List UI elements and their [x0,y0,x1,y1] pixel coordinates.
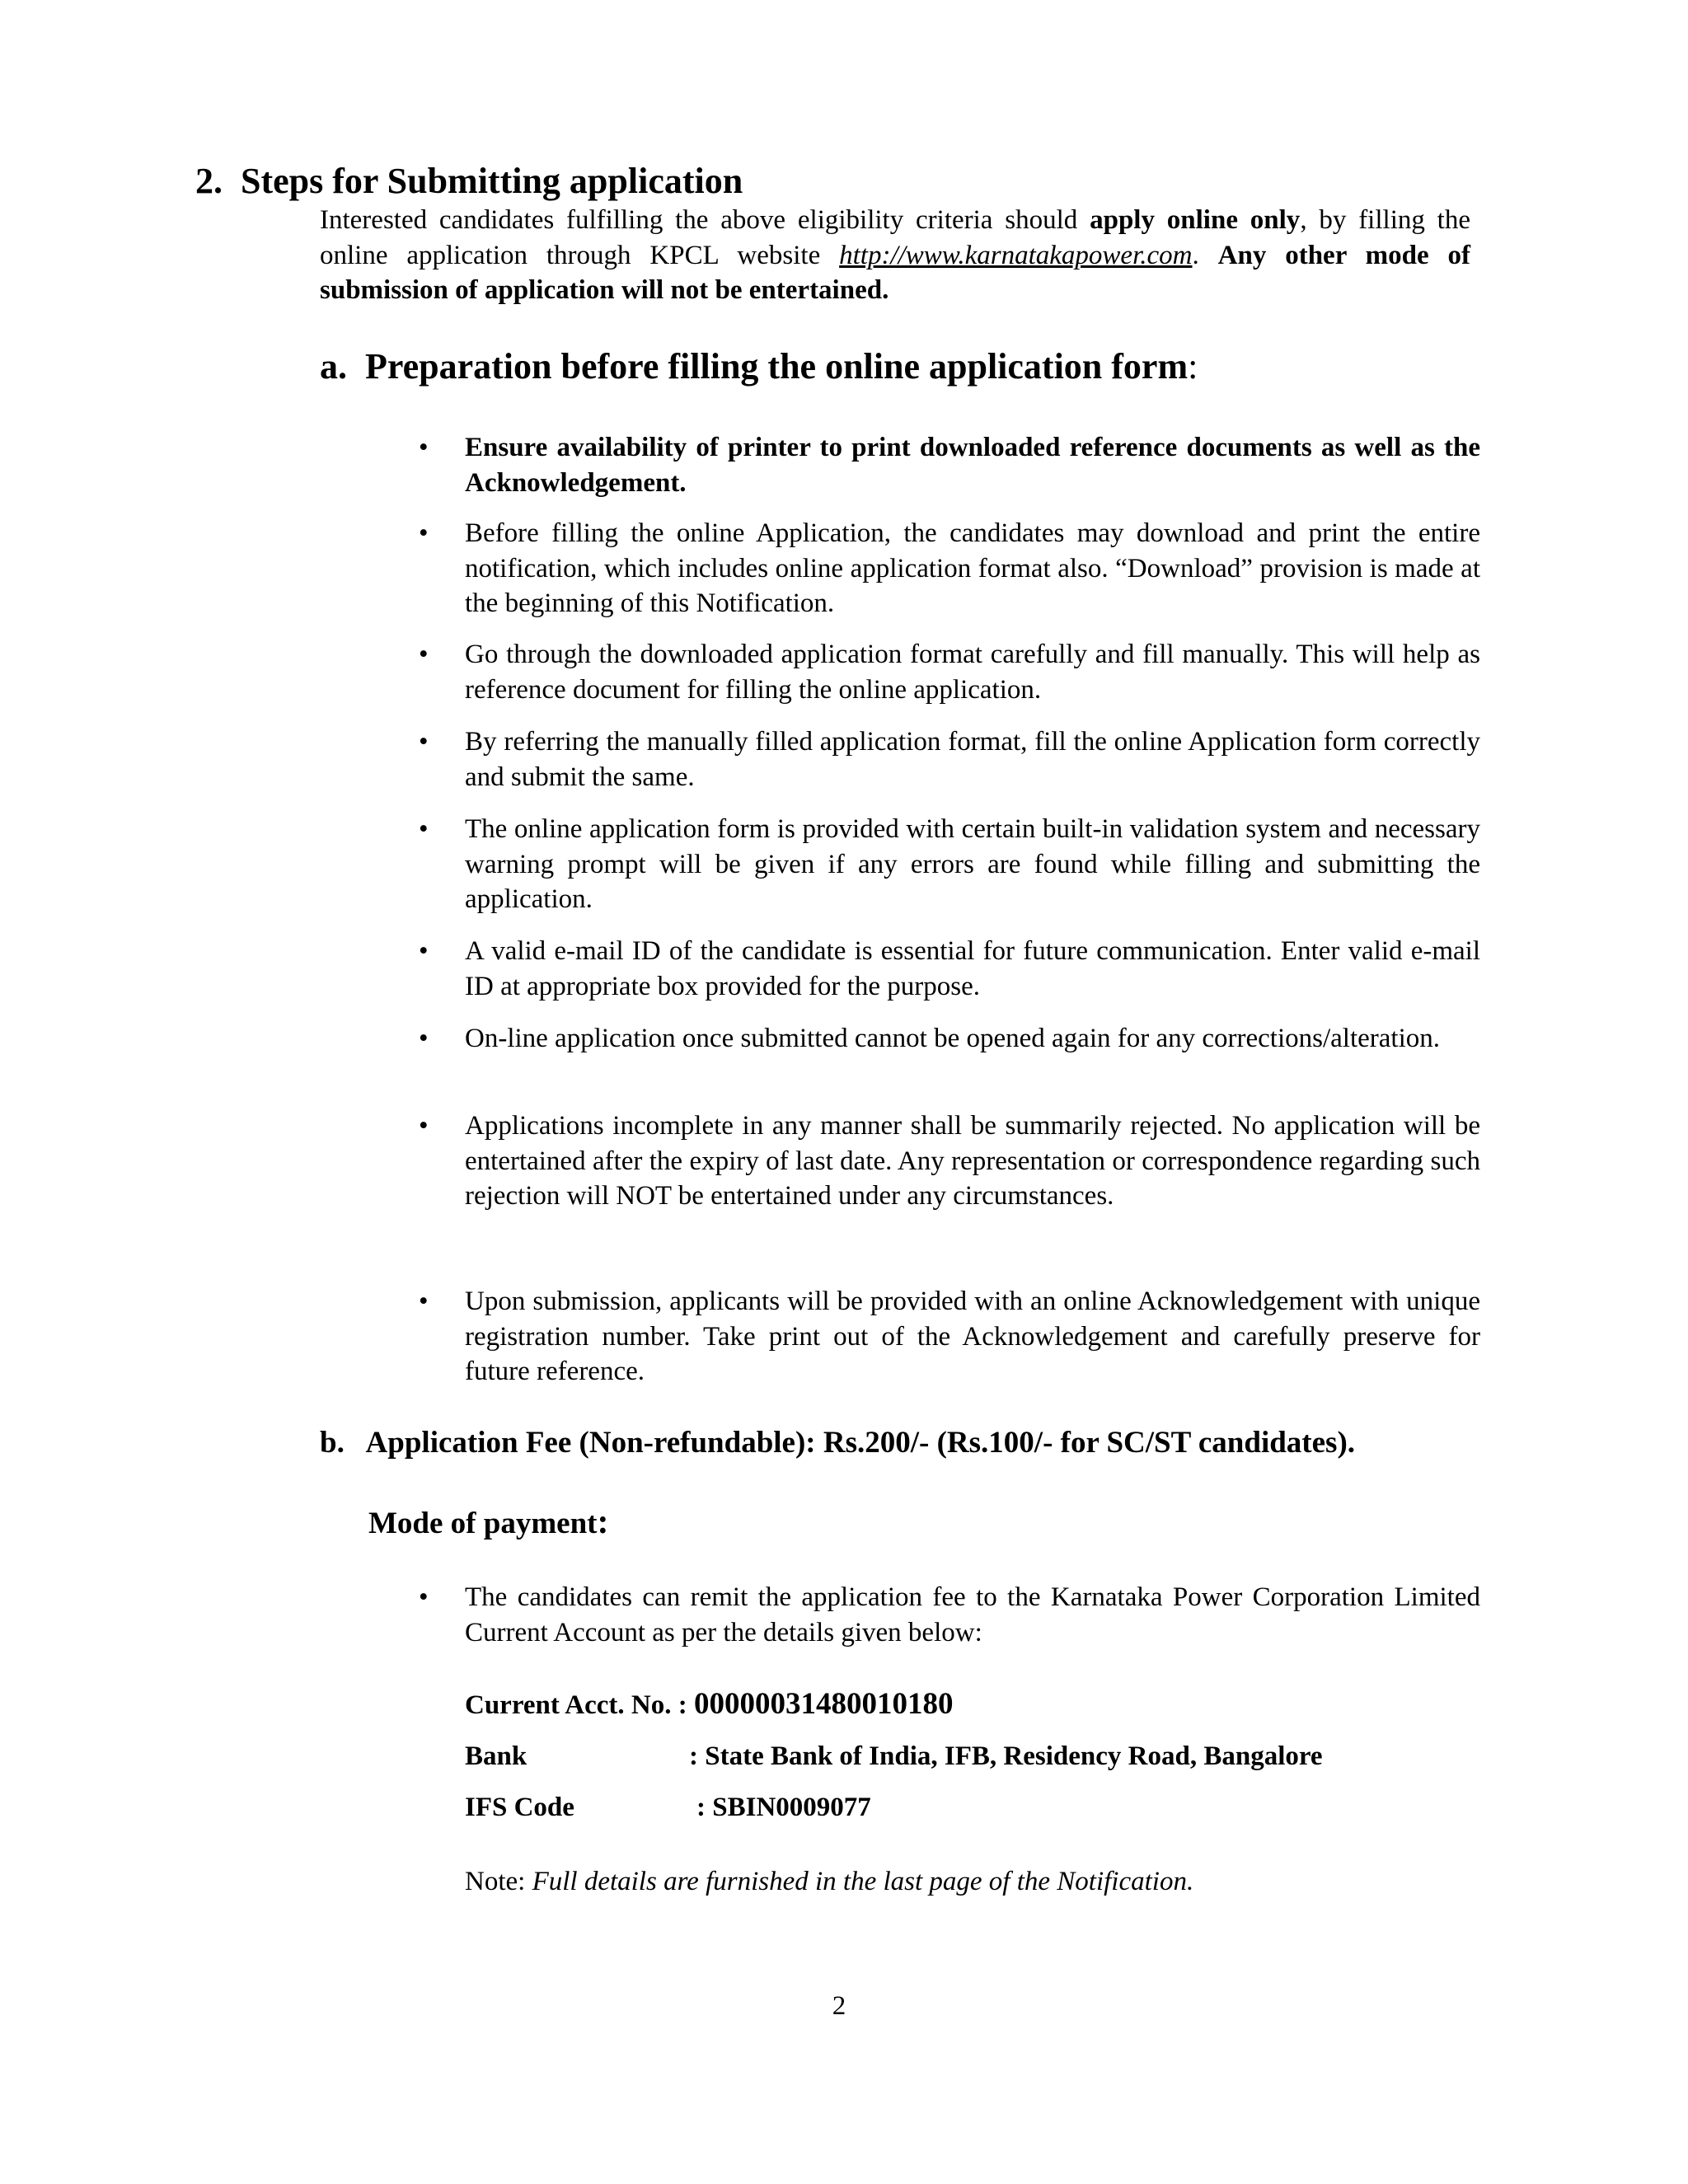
bullet-item: The online application form is provided with certain built-in validation system and necessary warning prompt will be given if any errors are found while filling and submitting the application. [465,814,1480,914]
bullet-icon: • [419,1286,429,1316]
bullet-item: By referring the manually filled application format, fill the online Application form correctly and submit the same. [465,727,1480,792]
application-fee-title: Application Fee (Non-refundable): Rs.200/- (Rs.100/- for SC/ST candidates). [365,1426,1356,1460]
account-number: 00000031480010180 [694,1687,954,1721]
subsection-b-heading [320,1424,1355,1462]
kpcl-website-link[interactable]: http://www.karnatakapower.com [839,240,1193,270]
bullet-item: A valid e-mail ID of the candidate is essential for future communication. Enter valid e-mail ID at appropriate box provided for the purpose. [465,936,1480,1001]
section-number: 2. [195,161,223,201]
ifs-value: : SBIN0009077 [696,1793,871,1822]
bullet-icon: • [419,640,429,669]
bullet-icon: • [419,814,429,844]
bullet-item: On-line application once submitted cannot be opened again for any corrections/alteration. [465,1024,1440,1053]
note-label: Note: [465,1867,532,1896]
bullet-item: Before filling the online Application, the candidates may download and print the entire notification, which includes online application format also. “Download” provision is made at the beginning of this Notification. [465,518,1480,618]
apply-online-only-emphasis: apply online only [1090,205,1301,235]
bullet-item: Upon submission, applicants will be provided with an online Acknowledgement with unique registration number. Take print out of the Acknowledgement and carefully preserve for future reference. [465,1286,1480,1386]
subsection-b-label: b. [320,1426,345,1460]
submission-warning: Any other mode of submission of application will not be entertained. [320,240,1471,305]
section-title: Steps for Submitting application [241,161,743,201]
bullet-icon: • [419,1111,429,1141]
note-text: Full details are furnished in the last page of the Notification. [532,1867,1194,1896]
page-number: 2 [832,1991,846,2021]
bullet-icon: • [419,936,429,966]
payment-instruction: The candidates can remit the application fee to the Karnataka Power Corporation Limited Current Account as per the details given below: [465,1582,1480,1647]
section-heading [195,161,743,202]
bullet-icon: • [419,1582,429,1612]
bullet-item: Go through the downloaded application format carefully and fill manually. This will help as reference document for filling the online application. [465,640,1480,705]
note [465,1864,1193,1900]
bank-value: : State Bank of India, IFB, Residency Road, Bangalore [689,1741,1323,1771]
subsection-a-title: Preparation before filling the online application form [365,346,1189,387]
bullet-item: Applications incomplete in any manner shall be summarily rejected. No application will be entertained after the expiry of last date. Any representation or correspondence regarding such rejection will NOT be entertained under any circumstances. [465,1111,1480,1211]
bullet-icon: • [419,727,429,757]
bullet-icon: • [419,433,429,462]
subsection-a-heading: a. Preparation before filling the online application form: [320,346,1198,387]
account-label: Current Acct. No. : [465,1690,694,1720]
bullet-icon: • [419,518,429,548]
intro-paragraph: Interested candidates fulfilling the above eligibility criteria should apply online only, by filling the online application through KPCL website http://www.karnatakapower.com. Any other mode of submission of application will not be entertained. [320,205,1471,305]
account-number-row [465,1687,954,1722]
subsection-a-label: a. [320,346,347,387]
ifs-label: IFS Code [465,1793,574,1822]
bullet-icon: • [419,1024,429,1053]
mode-of-payment-heading: Mode of payment: [368,1503,609,1541]
bullet-item: Ensure availability of printer to print downloaded reference documents as well as the Acknowledgement. [465,433,1480,498]
bank-label: Bank [465,1741,528,1771]
